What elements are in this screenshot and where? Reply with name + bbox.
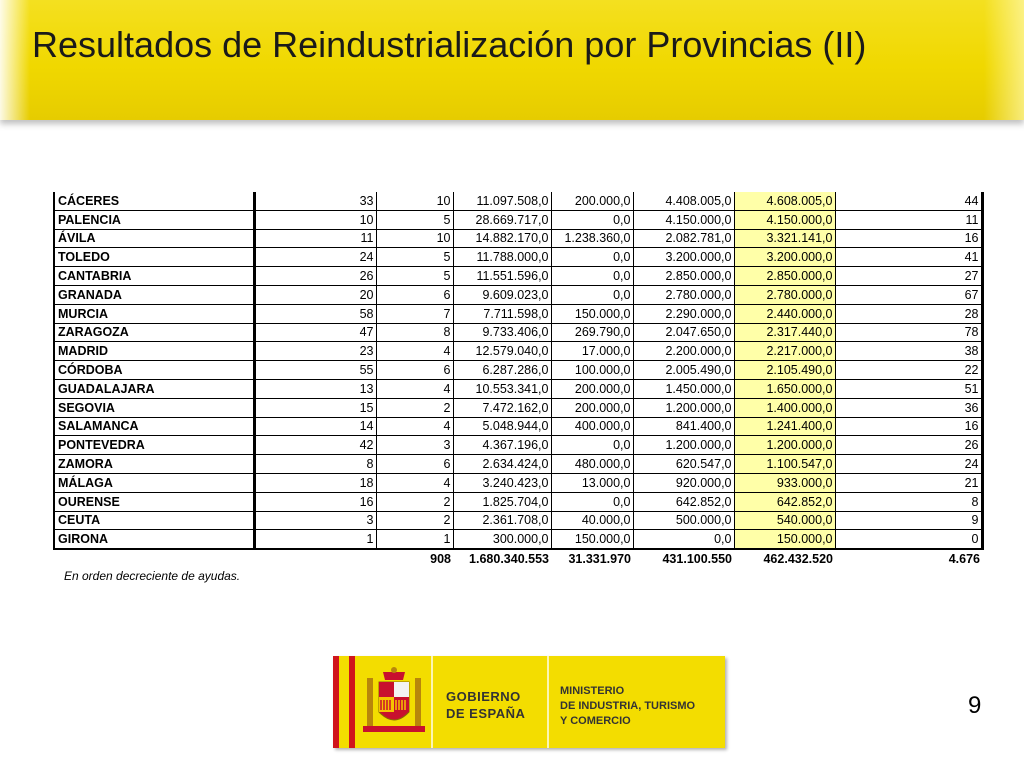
value-cell: 100.000,0 bbox=[551, 361, 633, 380]
value-cell: 33 bbox=[254, 192, 376, 210]
value-cell: 200.000,0 bbox=[551, 192, 633, 210]
value-cell: 642.852,0 bbox=[633, 492, 734, 511]
value-cell: 24 bbox=[835, 455, 982, 474]
table-row bbox=[54, 398, 982, 417]
table-row bbox=[54, 248, 982, 267]
value-cell: 269.790,0 bbox=[551, 323, 633, 342]
value-cell: 200.000,0 bbox=[551, 398, 633, 417]
total-cell: 431.100.550 bbox=[662, 552, 732, 567]
province-cell: CEUTA bbox=[54, 511, 254, 530]
table-row bbox=[54, 342, 982, 361]
value-cell: 3 bbox=[254, 511, 376, 530]
footnote: En orden decreciente de ayudas. bbox=[64, 569, 241, 583]
value-cell: 55 bbox=[254, 361, 376, 380]
results-table-container bbox=[53, 193, 981, 567]
value-cell: 4.150.000,0 bbox=[633, 210, 734, 229]
totals-row bbox=[54, 549, 982, 568]
value-cell: 2.361.708,0 bbox=[453, 511, 551, 530]
value-cell: 3.240.423,0 bbox=[453, 473, 551, 492]
value-cell: 0,0 bbox=[551, 267, 633, 286]
value-cell: 920.000,0 bbox=[633, 473, 734, 492]
value-cell: 500.000,0 bbox=[633, 511, 734, 530]
total-cell: 908 bbox=[430, 552, 451, 567]
table-row bbox=[54, 455, 982, 474]
province-cell: TOLEDO bbox=[54, 248, 254, 267]
value-cell: 2.634.424,0 bbox=[453, 455, 551, 474]
value-cell: 13.000,0 bbox=[551, 473, 633, 492]
value-cell: 47 bbox=[254, 323, 376, 342]
value-cell: 78 bbox=[835, 323, 982, 342]
results-table bbox=[53, 192, 984, 568]
value-cell: 3 bbox=[376, 436, 453, 455]
value-cell: 620.547,0 bbox=[633, 455, 734, 474]
value-cell: 4 bbox=[376, 379, 453, 398]
value-cell: 0,0 bbox=[551, 210, 633, 229]
value-cell: 18 bbox=[254, 473, 376, 492]
value-cell: 2 bbox=[376, 492, 453, 511]
table-row bbox=[54, 285, 982, 304]
table-row bbox=[54, 267, 982, 286]
value-cell: 1.400.000,0 bbox=[734, 398, 835, 417]
value-cell: 23 bbox=[254, 342, 376, 361]
value-cell: 0,0 bbox=[551, 492, 633, 511]
province-cell: MADRID bbox=[54, 342, 254, 361]
value-cell: 933.000,0 bbox=[734, 473, 835, 492]
value-cell: 2.850.000,0 bbox=[734, 267, 835, 286]
value-cell: 2.005.490,0 bbox=[633, 361, 734, 380]
value-cell: 5 bbox=[376, 210, 453, 229]
total-cell: 1.680.340.553 bbox=[469, 552, 549, 567]
table-row bbox=[54, 229, 982, 248]
value-cell: 11.788.000,0 bbox=[453, 248, 551, 267]
total-cell: 4.676 bbox=[948, 552, 980, 567]
value-cell: 642.852,0 bbox=[734, 492, 835, 511]
table-row bbox=[54, 436, 982, 455]
value-cell: 540.000,0 bbox=[734, 511, 835, 530]
province-cell: ÁVILA bbox=[54, 229, 254, 248]
value-cell: 2.780.000,0 bbox=[633, 285, 734, 304]
value-cell: 12.579.040,0 bbox=[453, 342, 551, 361]
table-row bbox=[54, 323, 982, 342]
table-row bbox=[54, 379, 982, 398]
table-row bbox=[54, 530, 982, 549]
page-number: 9 bbox=[968, 692, 982, 719]
province-cell: GIRONA bbox=[54, 530, 254, 549]
value-cell: 4 bbox=[376, 342, 453, 361]
value-cell: 11 bbox=[835, 210, 982, 229]
value-cell: 26 bbox=[254, 267, 376, 286]
province-cell: GUADALAJARA bbox=[54, 379, 254, 398]
value-cell: 13 bbox=[254, 379, 376, 398]
value-cell: 841.400,0 bbox=[633, 417, 734, 436]
value-cell: 200.000,0 bbox=[551, 379, 633, 398]
value-cell: 7.711.598,0 bbox=[453, 304, 551, 323]
value-cell: 38 bbox=[835, 342, 982, 361]
value-cell: 1.200.000,0 bbox=[633, 398, 734, 417]
value-cell: 0,0 bbox=[551, 248, 633, 267]
coat-of-arms-icon bbox=[363, 664, 425, 740]
value-cell: 1.200.000,0 bbox=[734, 436, 835, 455]
value-cell: 11 bbox=[254, 229, 376, 248]
total-cell: 31.331.970 bbox=[568, 552, 631, 567]
province-cell: CANTABRIA bbox=[54, 267, 254, 286]
value-cell: 4 bbox=[376, 473, 453, 492]
table-row bbox=[54, 192, 982, 210]
value-cell: 2.082.781,0 bbox=[633, 229, 734, 248]
value-cell: 4.608.005,0 bbox=[734, 192, 835, 210]
value-cell: 1.241.400,0 bbox=[734, 417, 835, 436]
province-cell: ZARAGOZA bbox=[54, 323, 254, 342]
value-cell: 26 bbox=[835, 436, 982, 455]
value-cell: 2 bbox=[376, 511, 453, 530]
value-cell: 6.287.286,0 bbox=[453, 361, 551, 380]
value-cell: 11.551.596,0 bbox=[453, 267, 551, 286]
value-cell: 3.321.141,0 bbox=[734, 229, 835, 248]
value-cell: 2.217.000,0 bbox=[734, 342, 835, 361]
value-cell: 2.105.490,0 bbox=[734, 361, 835, 380]
value-cell: 1.200.000,0 bbox=[633, 436, 734, 455]
value-cell: 28 bbox=[835, 304, 982, 323]
province-cell: MURCIA bbox=[54, 304, 254, 323]
value-cell: 1.100.547,0 bbox=[734, 455, 835, 474]
value-cell: 51 bbox=[835, 379, 982, 398]
value-cell: 10 bbox=[254, 210, 376, 229]
value-cell: 2.047.650,0 bbox=[633, 323, 734, 342]
value-cell: 4.408.005,0 bbox=[633, 192, 734, 210]
value-cell: 8 bbox=[376, 323, 453, 342]
table-row bbox=[54, 210, 982, 229]
value-cell: 1 bbox=[254, 530, 376, 549]
value-cell: 400.000,0 bbox=[551, 417, 633, 436]
table-row bbox=[54, 492, 982, 511]
value-cell: 0,0 bbox=[551, 436, 633, 455]
value-cell: 14.882.170,0 bbox=[453, 229, 551, 248]
value-cell: 0 bbox=[835, 530, 982, 549]
ministerio-label-line2: DE INDUSTRIA, TURISMO bbox=[560, 700, 696, 712]
value-cell: 44 bbox=[835, 192, 982, 210]
value-cell: 20 bbox=[254, 285, 376, 304]
value-cell: 9 bbox=[835, 511, 982, 530]
value-cell: 16 bbox=[835, 229, 982, 248]
value-cell: 8 bbox=[254, 455, 376, 474]
value-cell: 3.200.000,0 bbox=[633, 248, 734, 267]
value-cell: 150.000,0 bbox=[551, 530, 633, 549]
value-cell: 2 bbox=[376, 398, 453, 417]
value-cell: 0,0 bbox=[633, 530, 734, 549]
table-row bbox=[54, 304, 982, 323]
province-cell: ZAMORA bbox=[54, 455, 254, 474]
value-cell: 9.733.406,0 bbox=[453, 323, 551, 342]
slide-title: Resultados de Reindustrialización por Provincias (II) bbox=[32, 24, 867, 65]
value-cell: 2.780.000,0 bbox=[734, 285, 835, 304]
value-cell: 6 bbox=[376, 361, 453, 380]
value-cell: 2.200.000,0 bbox=[633, 342, 734, 361]
value-cell: 11.097.508,0 bbox=[453, 192, 551, 210]
province-cell: PALENCIA bbox=[54, 210, 254, 229]
value-cell: 21 bbox=[835, 473, 982, 492]
value-cell: 6 bbox=[376, 285, 453, 304]
value-cell: 1.238.360,0 bbox=[551, 229, 633, 248]
value-cell: 10 bbox=[376, 229, 453, 248]
value-cell: 1.650.000,0 bbox=[734, 379, 835, 398]
province-cell: PONTEVEDRA bbox=[54, 436, 254, 455]
value-cell: 28.669.717,0 bbox=[453, 210, 551, 229]
value-cell: 10 bbox=[376, 192, 453, 210]
value-cell: 1.450.000,0 bbox=[633, 379, 734, 398]
value-cell: 67 bbox=[835, 285, 982, 304]
province-cell: OURENSE bbox=[54, 492, 254, 511]
value-cell: 300.000,0 bbox=[453, 530, 551, 549]
value-cell: 17.000,0 bbox=[551, 342, 633, 361]
gobierno-label-line2: DE ESPAÑA bbox=[446, 706, 526, 721]
value-cell: 41 bbox=[835, 248, 982, 267]
value-cell: 4 bbox=[376, 417, 453, 436]
value-cell: 16 bbox=[254, 492, 376, 511]
province-cell: GRANADA bbox=[54, 285, 254, 304]
value-cell: 24 bbox=[254, 248, 376, 267]
value-cell: 7 bbox=[376, 304, 453, 323]
province-cell: MÁLAGA bbox=[54, 473, 254, 492]
government-logo bbox=[333, 656, 725, 748]
value-cell: 27 bbox=[835, 267, 982, 286]
value-cell: 480.000,0 bbox=[551, 455, 633, 474]
value-cell: 150.000,0 bbox=[734, 530, 835, 549]
table-row bbox=[54, 361, 982, 380]
value-cell: 16 bbox=[835, 417, 982, 436]
province-cell: SALAMANCA bbox=[54, 417, 254, 436]
value-cell: 1 bbox=[376, 530, 453, 549]
ministerio-label-line3: Y COMERCIO bbox=[560, 715, 631, 727]
value-cell: 7.472.162,0 bbox=[453, 398, 551, 417]
province-cell: CÁCERES bbox=[54, 192, 254, 210]
table-row bbox=[54, 511, 982, 530]
table-row bbox=[54, 417, 982, 436]
value-cell: 3.200.000,0 bbox=[734, 248, 835, 267]
value-cell: 5 bbox=[376, 248, 453, 267]
value-cell: 22 bbox=[835, 361, 982, 380]
value-cell: 10.553.341,0 bbox=[453, 379, 551, 398]
value-cell: 150.000,0 bbox=[551, 304, 633, 323]
value-cell: 15 bbox=[254, 398, 376, 417]
value-cell: 58 bbox=[254, 304, 376, 323]
province-cell: SEGOVIA bbox=[54, 398, 254, 417]
value-cell: 4.367.196,0 bbox=[453, 436, 551, 455]
gobierno-label-line1: GOBIERNO bbox=[446, 689, 521, 704]
value-cell: 0,0 bbox=[551, 285, 633, 304]
table-row bbox=[54, 473, 982, 492]
value-cell: 5.048.944,0 bbox=[453, 417, 551, 436]
value-cell: 6 bbox=[376, 455, 453, 474]
value-cell: 2.440.000,0 bbox=[734, 304, 835, 323]
spain-flag-strip bbox=[333, 656, 355, 748]
value-cell: 5 bbox=[376, 267, 453, 286]
ministerio-label-line1: MINISTERIO bbox=[560, 685, 625, 697]
value-cell: 36 bbox=[835, 398, 982, 417]
value-cell: 40.000,0 bbox=[551, 511, 633, 530]
value-cell: 4.150.000,0 bbox=[734, 210, 835, 229]
province-cell: CÓRDOBA bbox=[54, 361, 254, 380]
total-cell bbox=[254, 549, 376, 568]
value-cell: 1.825.704,0 bbox=[453, 492, 551, 511]
total-cell: 462.432.520 bbox=[763, 552, 833, 567]
value-cell: 8 bbox=[835, 492, 982, 511]
value-cell: 2.850.000,0 bbox=[633, 267, 734, 286]
value-cell: 14 bbox=[254, 417, 376, 436]
value-cell: 9.609.023,0 bbox=[453, 285, 551, 304]
value-cell: 42 bbox=[254, 436, 376, 455]
value-cell: 2.290.000,0 bbox=[633, 304, 734, 323]
value-cell: 2.317.440,0 bbox=[734, 323, 835, 342]
